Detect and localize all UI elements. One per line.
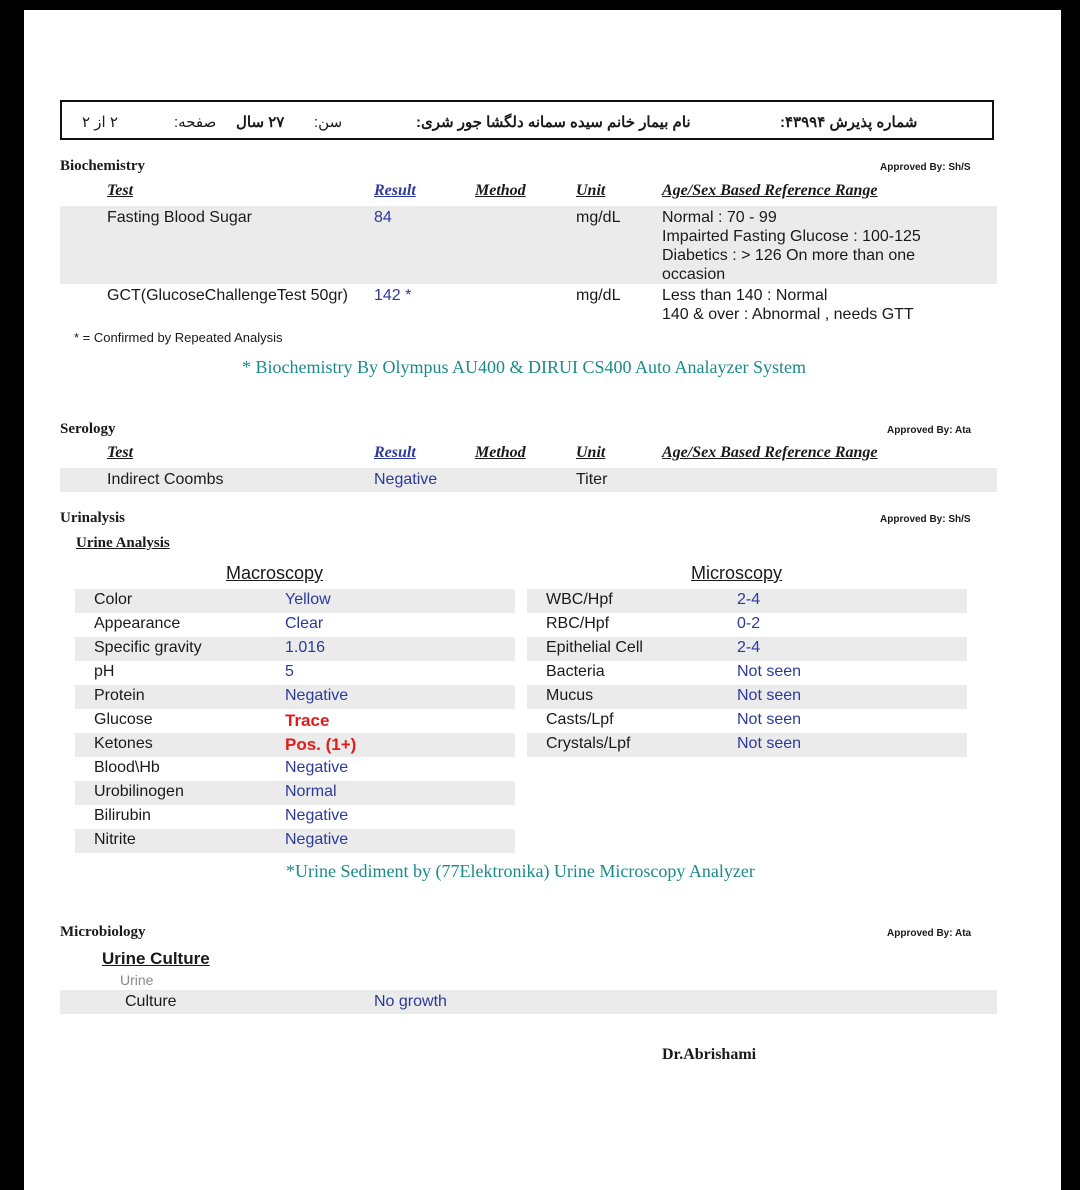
micro-name: Bacteria	[546, 663, 605, 680]
macro-value: 1.016	[285, 639, 326, 656]
test-unit: Titer	[576, 471, 608, 488]
reference-range	[662, 286, 914, 324]
macro-value: Yellow	[285, 591, 331, 608]
microbiology-title: Microbiology	[60, 924, 146, 940]
micro-name: Casts/Lpf	[546, 711, 614, 728]
signature: Dr.Abrishami	[662, 1046, 757, 1063]
micro-value: 2-4	[737, 639, 761, 656]
test-unit: mg/dL	[576, 287, 621, 304]
micro-name: Epithelial Cell	[546, 639, 643, 656]
urinalysis-title: Urinalysis	[60, 510, 126, 526]
macro-value: Negative	[285, 687, 349, 704]
micro-value: Not seen	[737, 735, 802, 752]
serology-approved: Approved By: Ata	[887, 425, 972, 436]
micro-name: Crystals/Lpf	[546, 735, 631, 752]
macro-value: Clear	[285, 615, 324, 632]
macro-name: Appearance	[94, 615, 181, 632]
col-unit: Unit	[576, 444, 606, 461]
age-label: سن:	[314, 114, 343, 131]
micro-value: 2-4	[737, 591, 761, 608]
test-unit: mg/dL	[576, 209, 621, 226]
test-name: Indirect Coombs	[107, 471, 224, 488]
macro-name: Specific gravity	[94, 639, 202, 656]
footnote: * = Confirmed by Repeated Analysis	[74, 330, 283, 345]
test-name: Culture	[125, 993, 177, 1010]
macro-name: Color	[94, 591, 133, 608]
range-line: occasion	[662, 266, 726, 283]
instrument-note: * Biochemistry By Olympus AU400 & DIRUI CS400 Auto Analayzer System	[242, 357, 806, 377]
col-method: Method	[475, 444, 526, 461]
macroscopy-title: Macroscopy	[226, 563, 324, 583]
micro-name: WBC/Hpf	[546, 591, 613, 608]
macro-value: 5	[285, 663, 294, 680]
urine-analysis-subtitle: Urine Analysis	[76, 535, 170, 551]
range-line: Impairted Fasting Glucose : 100-125	[662, 228, 921, 245]
urine-culture-subtitle: Urine Culture	[102, 949, 210, 968]
test-name: GCT(GlucoseChallengeTest 50gr)	[107, 287, 348, 304]
age-value: ۲۷ سال	[236, 114, 285, 131]
col-range: Age/Sex Based Reference Range	[662, 444, 878, 461]
macro-name: Ketones	[94, 735, 153, 752]
range-line: 140 & over : Abnormal , needs GTT	[662, 306, 914, 323]
page-label: صفحه:	[174, 114, 217, 131]
macro-value: Normal	[285, 783, 337, 800]
macro-name: pH	[94, 663, 115, 680]
macro-name: Blood\Hb	[94, 759, 160, 776]
range-line: Normal : 70 - 99	[662, 209, 777, 226]
patient-header	[60, 100, 994, 140]
macro-name: Urobilinogen	[94, 783, 184, 800]
macro-value: Negative	[285, 759, 349, 776]
table-row-band	[60, 990, 997, 1014]
biochemistry-approved: Approved By: Sh/S	[880, 162, 971, 173]
admission-number: شماره پذیرش ۴۳۹۹۴:	[780, 114, 918, 131]
col-result: Result	[374, 182, 416, 199]
micro-value: 0-2	[737, 615, 761, 632]
test-result: 142 *	[374, 287, 412, 304]
range-line: Less than 140 : Normal	[662, 287, 828, 304]
biochemistry-title: Biochemistry	[60, 158, 145, 174]
macro-name: Glucose	[94, 711, 153, 728]
macro-value: Negative	[285, 831, 349, 848]
report-page	[24, 10, 1061, 1190]
microscopy-title: Microscopy	[691, 563, 783, 583]
micro-value: Not seen	[737, 711, 802, 728]
page-value: ۲ از ۲	[82, 114, 118, 131]
test-result: 84	[374, 209, 392, 226]
macro-value: Negative	[285, 807, 349, 824]
range-line: Diabetics : > 126 On more than one	[662, 247, 916, 264]
col-range: Age/Sex Based Reference Range	[662, 182, 878, 199]
micro-name: Mucus	[546, 687, 594, 704]
macro-name: Nitrite	[94, 831, 136, 848]
macro-name: Protein	[94, 687, 145, 704]
micro-name: RBC/Hpf	[546, 615, 610, 632]
col-method: Method	[475, 182, 526, 199]
col-unit: Unit	[576, 182, 606, 199]
sediment-note: *Urine Sediment by (77Elektronika) Urine Microscopy Analyzer	[286, 861, 755, 881]
macro-value: Pos. (1+)	[285, 735, 357, 754]
macro-name: Bilirubin	[94, 807, 151, 824]
patient-name: نام بیمار خانم سیده سمانه دلگشا جور شری:	[416, 114, 691, 131]
col-test: Test	[107, 182, 134, 199]
test-result: No growth	[374, 993, 447, 1010]
macro-value: Trace	[285, 711, 330, 730]
microbiology-approved: Approved By: Ata	[887, 928, 972, 939]
serology-title: Serology	[60, 421, 116, 437]
micro-value: Not seen	[737, 663, 802, 680]
col-result: Result	[374, 444, 416, 461]
col-test: Test	[107, 444, 134, 461]
reference-range	[662, 208, 921, 284]
test-result: Negative	[374, 471, 438, 488]
test-name: Fasting Blood Sugar	[107, 209, 252, 226]
specimen-label: Urine	[120, 972, 154, 988]
micro-value: Not seen	[737, 687, 802, 704]
urinalysis-approved: Approved By: Sh/S	[880, 514, 971, 525]
